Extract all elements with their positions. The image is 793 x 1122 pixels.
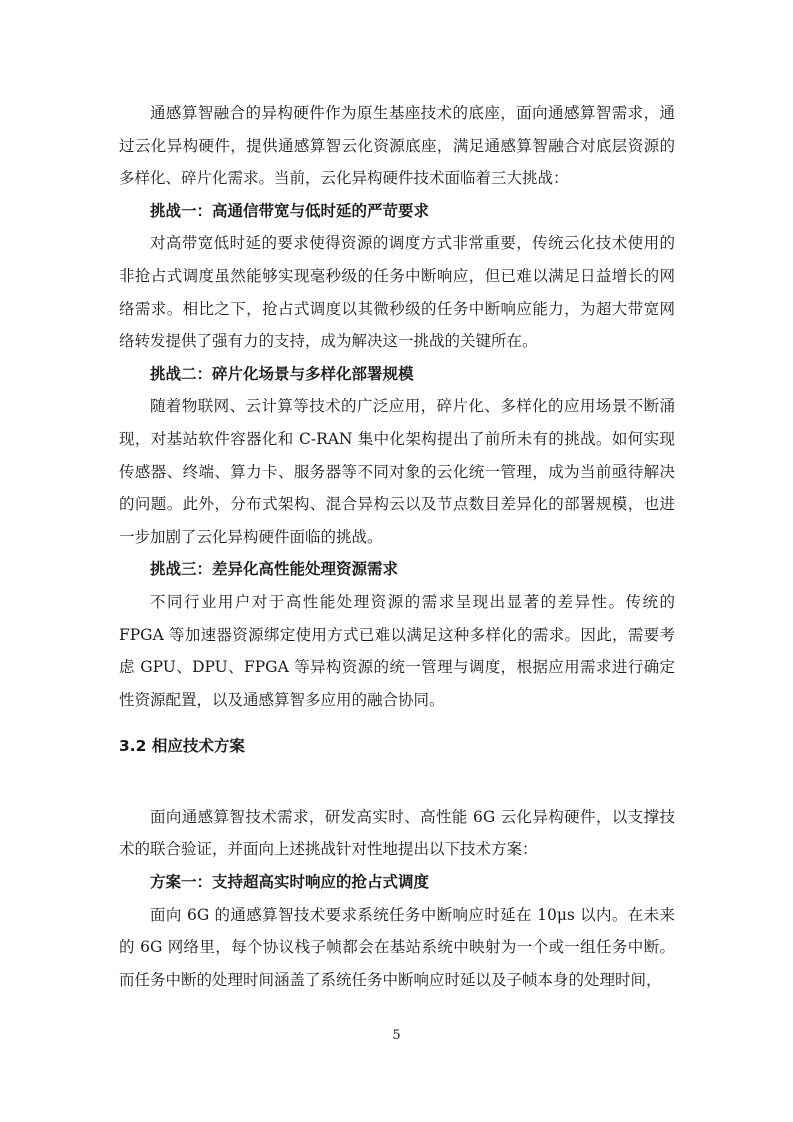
challenge-1-heading: 挑战一：高通信带宽与低时延的严苛要求 — [150, 201, 430, 220]
challenge-3-heading: 挑战三：差异化高性能处理资源需求 — [150, 560, 399, 579]
document-body — [119, 97, 675, 996]
intro-paragraph: 通感算智融合的异构硬件作为原生基座技术的底座，面向通感算智需求，通过云化异构硬件，提供通感算智云化资源底座，满足通感算智融合对底层资源的多样化、碎片化需求。当前，云化异构硬件技术面临着三大挑战： — [119, 104, 675, 188]
section-intro-paragraph: 面向通感算智技术需求，研发高实时、高性能 6G 云化异构硬件，以支撑技术的联合验证，并面向上述挑战针对性地提出以下技术方案： — [119, 807, 675, 859]
challenge-3-paragraph: 不同行业用户对于高性能处理资源的需求呈现出显著的差异性。传统的 FPGA 等加速器资源绑定使用方式已难以满足这种多样化的需求。因此，需要考虑 GPU、DPU、FPGA 等异构资源的统一管理与调度，根据应用需求进行确定性资源配置，以及通感算智多应用的融合协同。 — [119, 592, 675, 709]
challenge-1-paragraph: 对高带宽低时延的要求使得资源的调度方式非常重要，传统云化技术使用的非抢占式调度虽然能够实现毫秒级的任务中断响应，但已难以满足日益增长的网络需求。相比之下，抢占式调度以其微秒级的任务中断响应能力，为超大带宽网络转发提供了强有力的支持，成为解决这一挑战的关键所在。 — [119, 234, 675, 351]
challenge-2-heading: 挑战二：碎片化场景与多样化部署规模 — [150, 364, 414, 383]
plan-1-paragraph: 面向 6G 的通感算智技术要求系统任务中断响应时延在 10μs 以内。在未来的 6G 网络里，每个协议栈子帧都会在基站系统中映射为一个或一组任务中断。而任务中断的处理时间涵盖了系统任务中断响应时延以及子帧本身的处理时间， — [119, 905, 675, 989]
plan-1-heading: 方案一：支持超高实时响应的抢占式调度 — [150, 873, 430, 892]
page-number: 5 — [392, 1028, 401, 1043]
section-heading: 3.2 相应技术方案 — [119, 737, 245, 756]
challenge-2-paragraph: 随着物联网、云计算等技术的广泛应用，碎片化、多样化的应用场景不断涌现，对基站软件容器化和 C-RAN 集中化架构提出了前所未有的挑战。如何实现传感器、终端、算力卡、服务器等不同对象的云化统一管理，成为当前亟待解决的问题。此外，分布式架构、混合异构云以及节点数目差异化的部署规模，也进一步加剧了云化异构硬件面临的挑战。 — [119, 397, 675, 546]
